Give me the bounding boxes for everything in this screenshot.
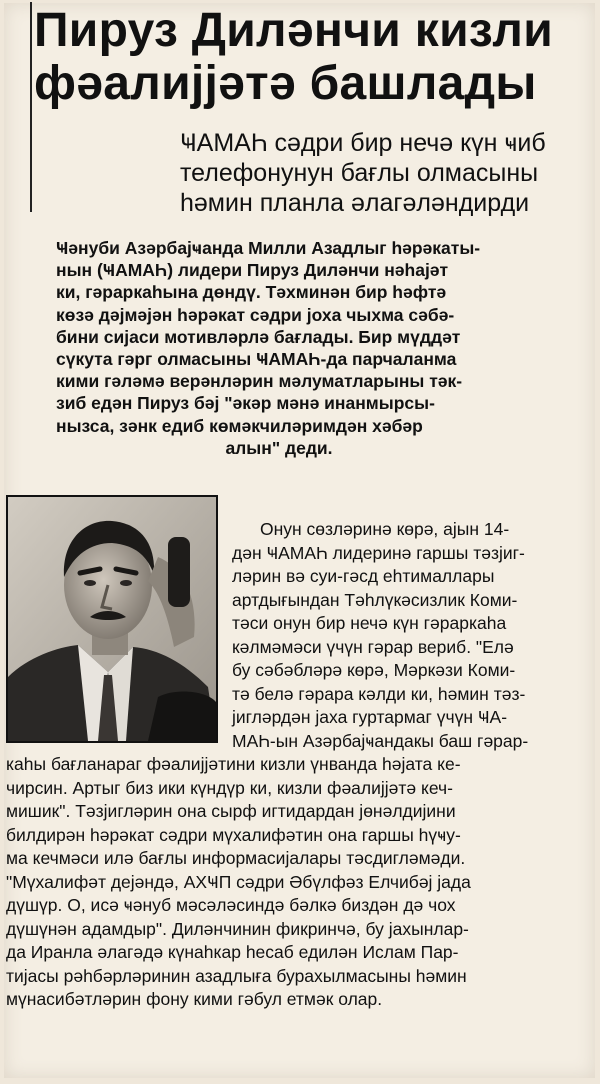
lead-line: бини сијаси мотивләрлә бағлады. Бир мүддәт [56,326,461,347]
body-line: тәси онун бир нечә күн гәраркаһа [232,613,507,633]
body-line: кәлмәмәси үчүн гәрар вериб. "Елә [232,636,514,657]
article-lead [56,237,592,459]
lead-line: сүкута гәрг олмасыны ҸАМАҺ-да парчаланма [56,349,457,370]
body-line: бу сәбәбләрә көрә, Мәркәзи Коми- [232,660,516,680]
headline-line: фәалијјәтә башлады [34,57,537,110]
article-body [6,518,596,1012]
body-line: артдығындан Тәһлүкәсизлик Коми- [232,589,518,610]
subhead-line: ҸАМАҺ сәдри бир нечә күн ҹиб [180,129,546,157]
body-line: мүнасибәтләрин фону кими гәбул етмәк олар. [6,989,383,1009]
headline-frame-rule [30,2,32,212]
lead-line: кими гәләмә верәнләрин мәлуматларыны тәк- [56,371,463,392]
body-line: каһы бағланараг фәалијјәтини кизли үнванда һәјата ке- [6,754,461,774]
lead-line: нызса, зәнк едиб көмәкчиләримдән хәбәр [56,415,423,436]
body-line: МАҺ-ын Азәрбајҹандакы баш гәрар- [232,730,529,751]
body-line: дүшүнән адамдыр". Диләнчинин фикринчә, бу јахынлар- [6,918,469,939]
body-line: јигләрдән јаха гуртармаг үчүн ҸА- [232,707,508,727]
body-line: мишик". Тәзјигләрин она сырф игтидардан јөнәлдијини [6,801,456,821]
lead-line: Ҹәнуби Азәрбајҹанда Милли Азадлыг һәрәкаты- [56,238,481,258]
body-line: дән ҸАМАҺ лидеринә гаршы тәзјиг- [232,542,525,563]
body-line: ма кечмәси илә бағлы информасијалары тәсдигләмәди. [6,848,466,868]
body-line: ләрин вә суи-гәсд еһтималлары [232,566,495,586]
subhead-line: һәмин планла әлагәләндирди [180,189,530,217]
body-line: чирсин. Артыг биз ики күндүр ки, кизли фәалијјәтә кеч- [6,777,453,798]
lead-line: көзә дәјмәјән һәрәкат сәдри јоха чыхма сәбә- [56,304,455,325]
body-line: тә белә гәрара кәлди ки, һәмин тәз- [232,683,526,704]
lead-line: нын (ҸАМАҺ) лидери Пируз Диләнчи нәһајәт [56,260,449,281]
body-line: Онун сөзләринә көрә, ајын 14- [260,519,510,539]
lead-line: алын" деди. [225,437,333,458]
article-headline [34,4,574,110]
lead-line: зиб едән Пируз бәј "әкәр мәнә инанмырсы- [56,393,435,414]
body-line: тијасы рәһбәрләринин азадлыға бурахылмасыны һәмин [6,965,467,986]
body-line: дүшүр. О, исә ҹәнуб мәсәләсиндә бәлкә биздән дә чох [6,895,456,915]
body-line: да Иранла әлагәдә күнаһкар һесаб едилән Ислам Пар- [6,942,459,962]
article-subheadline [180,128,592,218]
lead-line: ки, гәраркаһына дөндү. Тәхминән бир һәфтә [56,282,447,303]
body-line: билдирән һәрәкат сәдри мүхалифәтин она гаршы һүҹу- [6,824,461,845]
body-line: "Мүхалифәт дејәндә, АХҸП сәдри Әбүлфәз Елчибәј јада [6,871,471,892]
headline-line: Пируз Диләнчи кизли [34,4,554,57]
subhead-line: телефонунун бағлы олмасыны [180,159,539,187]
